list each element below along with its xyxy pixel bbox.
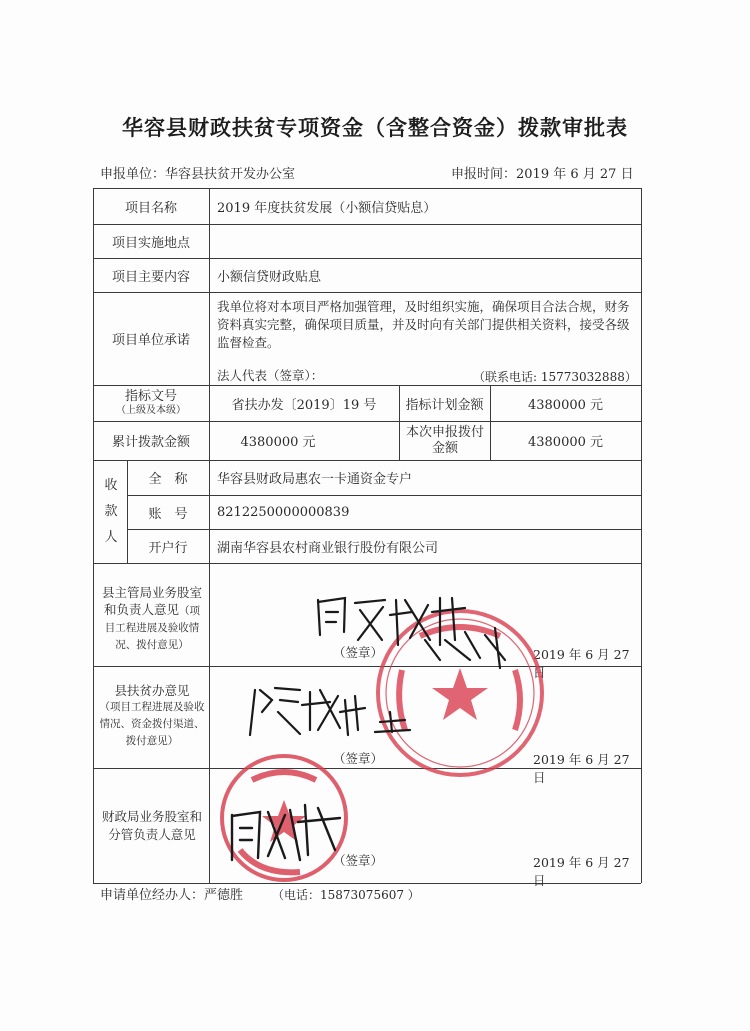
handler-name: 严德胜 bbox=[204, 888, 244, 903]
project-name-label: 项目名称 bbox=[124, 200, 177, 216]
current-amount-value: 4380000 元 bbox=[527, 435, 604, 450]
opinion-2-sublabel: （项目工程进展及验收情况、资金拨付渠道、拨付意见） bbox=[99, 701, 205, 747]
form-title: 华容县财政扶贫专项资金（含整合资金）拨款审批表 bbox=[122, 116, 628, 140]
date-label: 申报时间： bbox=[451, 167, 517, 182]
opinion-3-label: 财政局业务股室和分管负责人意见 bbox=[101, 809, 202, 842]
date-value: 2019 年 6 月 27 日 bbox=[516, 167, 634, 182]
opinion-3-date: 2019 年 6 月 27 日 bbox=[533, 855, 630, 888]
handler-phone: （电话：15873075607 ） bbox=[272, 888, 420, 902]
legal-rep-label: 法人代表（签章）： bbox=[217, 368, 324, 383]
payee-fullname: 华容县财政局惠农一卡通资金专户 bbox=[217, 472, 413, 487]
commitment-text: 我单位将对本项目严格加强管理，及时组织实施，确保项目合法合规，财务资料真实完整，确保项目质量，并及时向有关部门提供相关资料，接受各级监督检查。 bbox=[217, 299, 630, 350]
project-name-value: 2019 年度扶贫发展（小额信贷贴息） bbox=[217, 200, 437, 216]
applicant-value: 华容县扶贫开发办公室 bbox=[165, 167, 296, 182]
cumulative-value: 4380000 元 bbox=[240, 435, 316, 450]
commitment-label: 项目单位承诺 bbox=[111, 333, 190, 348]
payee-bank: 湖南华容县农村商业银行股份有限公司 bbox=[217, 540, 439, 556]
opinion-1-date: 2019 年 6 月 27 日 bbox=[533, 647, 630, 680]
handler-line bbox=[100, 884, 243, 903]
applicant-label: 申报单位： bbox=[100, 167, 166, 182]
handler-label: 申请单位经办人： bbox=[100, 888, 205, 903]
project-location-label: 项目实施地点 bbox=[111, 235, 190, 251]
plan-amount-label: 指标计划金额 bbox=[405, 397, 484, 413]
opinion-1-label: 县主管局业务股室和负责人意见 bbox=[101, 585, 202, 617]
project-content-value: 小额信贷财政贴息 bbox=[217, 269, 322, 285]
official-seal-large bbox=[378, 611, 542, 775]
handwritten-signature-1 bbox=[318, 598, 505, 668]
opinion-2-sign: （签章） bbox=[333, 751, 384, 766]
opinion-1-sublabel: （项目工程进展及验收情况、拨付意见） bbox=[104, 605, 200, 651]
indicator-doc-sublabel: （上级及本级） bbox=[116, 404, 186, 416]
payee-account: 8212250000000839 bbox=[217, 504, 350, 520]
plan-amount-value: 4380000 元 bbox=[527, 397, 604, 413]
indicator-doc-label: 指标文号 bbox=[124, 388, 177, 404]
payee-fullname-label: 全 称 bbox=[148, 472, 188, 487]
current-amount-label: 本次申报拨付金额 bbox=[405, 424, 484, 456]
opinion-1-sign: （签章） bbox=[333, 645, 384, 660]
opinion-2-label: 县扶贫办意见 bbox=[114, 683, 190, 698]
payee-bank-label: 开户行 bbox=[148, 540, 188, 556]
payee-label: 收款人 bbox=[104, 477, 118, 545]
project-content-label: 项目主要内容 bbox=[111, 269, 190, 285]
cumulative-label: 累计拨款金额 bbox=[111, 435, 190, 450]
commitment-phone: （联系电话: 15773032888） bbox=[473, 370, 637, 384]
opinion-2-date: 2019 年 6 月 27 日 bbox=[533, 752, 630, 785]
indicator-doc-no: 省扶办发〔2019〕19 号 bbox=[231, 397, 377, 413]
opinion-3-sign: （签章） bbox=[333, 853, 384, 868]
payee-account-label: 账 号 bbox=[148, 506, 188, 522]
